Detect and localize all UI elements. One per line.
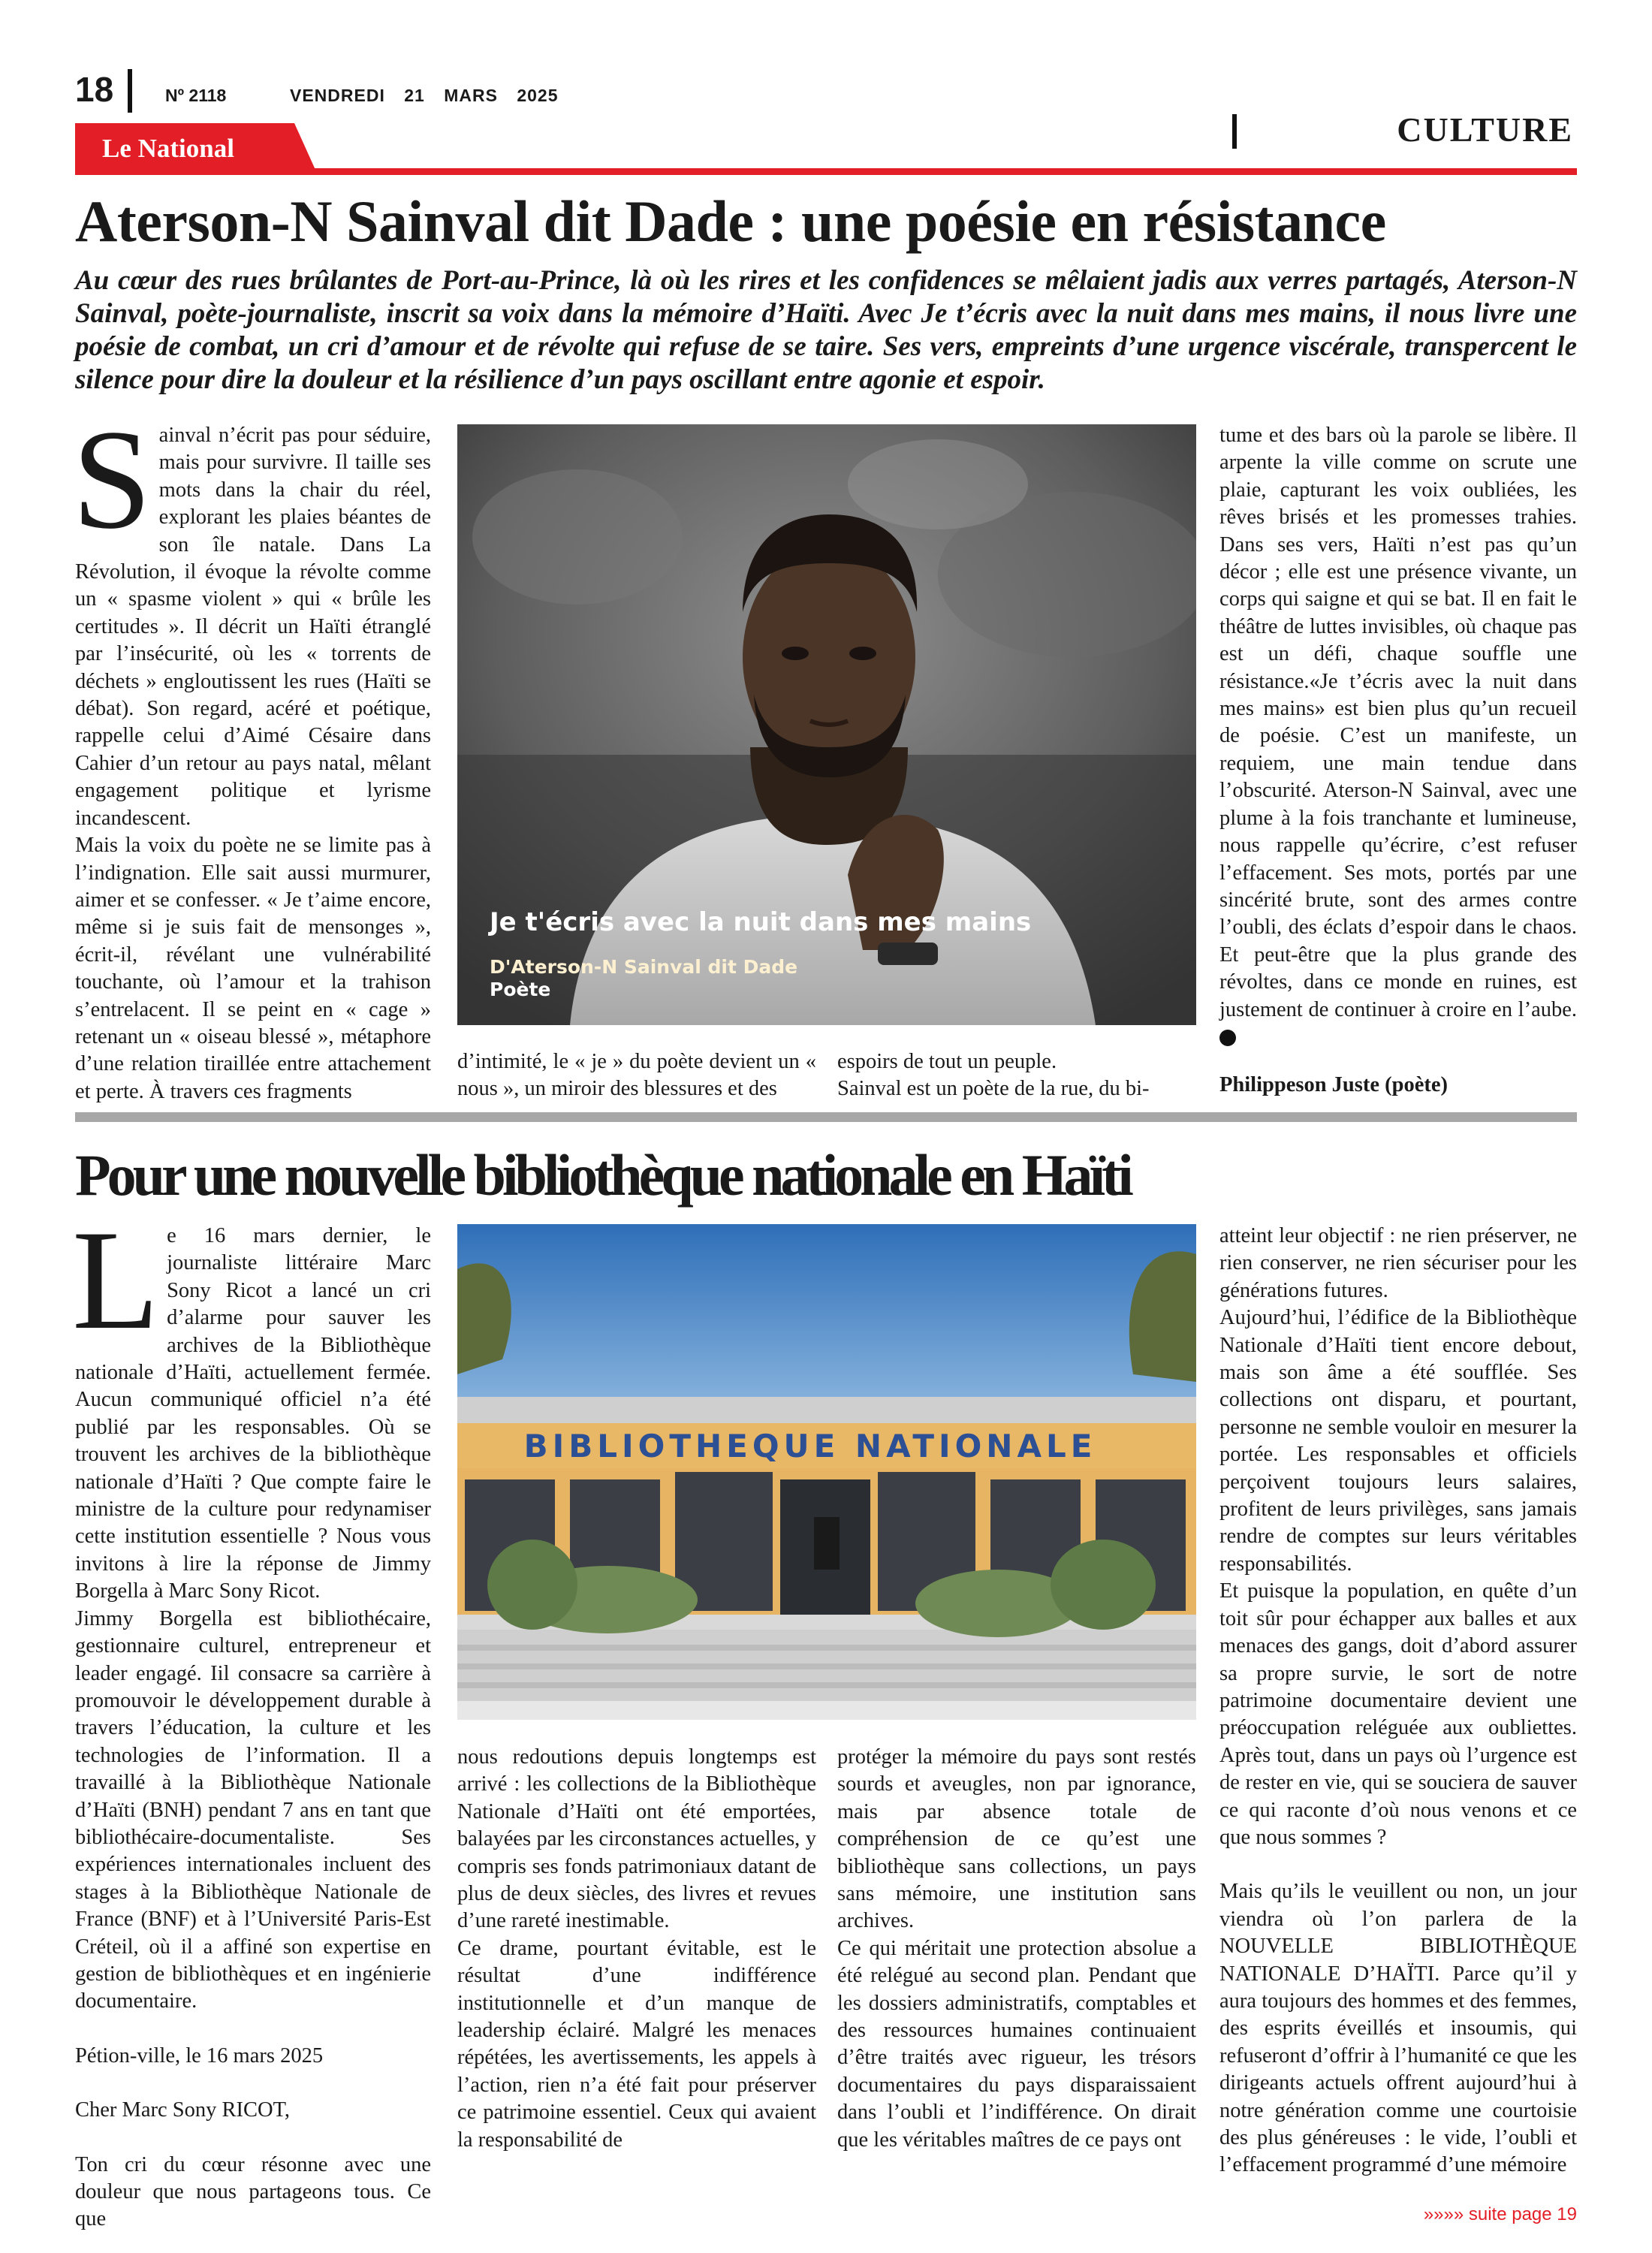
article2-paragraph: Ce qui méritait une protection absolue a été relégué au second plan. Pendant que les dossiers administratifs, comptables et des ressources humaines continuaient d’être traités avec rigueur, les trésors documentaires du pays disparaissaient dans l’oubli et l’indifférence. On dirait que les véritables maîtres de ce pays ont xyxy=(837,1936,1196,2152)
section-name: CULTURE xyxy=(1397,110,1573,149)
article2-paragraph: e 16 mars dernier, le journaliste littéraire Marc Sony Ricot a lancé un cri d’alarme pour sauver les archives de la Bibliothèque nationale d’Haïti, actuellement fermée. Aucun communiqué officiel n’a été publié par les responsables. Où se trouvent les archives de la bibliothèque nationale d’Haïti ? Que compte faire le ministre de la culture pour redynamiser cette institution essentielle ? Nous vous invitons à lire la réponse de Jimmy Borgella à Marc Sony Ricot. xyxy=(75,1224,431,1603)
article1-lede: Au cœur des rues brûlantes de Port-au-Prince, là où les rires et les confidences se mêlaient jadis aux verres partagés, Aterson-N Sainval, poète-journaliste, inscrit sa voix dans la mémoire d’Haïti. Avec Je t’écris avec la nuit dans mes mains, il nous livre une poésie de combat, un cri d’amour et de révolte qui refuse de se taire. Ses vers, empreints d’une urgence viscérale, transpercent le silence pour dire la douleur et la résilience d’un pays oscillant entre agonie et espoir. xyxy=(75,265,1577,395)
newspaper-logo: Le National xyxy=(102,134,234,163)
article-separator xyxy=(75,1112,1577,1122)
issue-number: Nº 2118 xyxy=(165,86,227,105)
article1-column-1 xyxy=(72,401,431,1105)
article2-paragraph: Ce drame, pourtant évitable, est le résultat d’une indifférence institutionnelle et d’un manque de leadership éclairé. Malgré les menaces répétées, les avertissements, les appels à l’action, rien n’a été fait pour préserver ce patrimoine essentiel. Ceux qui avaient la responsabilité de xyxy=(457,1936,816,2152)
article1-column-3 xyxy=(837,1048,1196,1103)
library-building-image xyxy=(457,1224,1196,1720)
photo-caption-title: Je t'écris avec la nuit dans mes mains xyxy=(490,907,1032,937)
article1-paragraph: ainval n’écrit pas pour séduire, mais pour survivre. Il taille ses mots dans la chair du réel, explorant les plaies béantes de son île natale. Dans La Révolution, il évoque la révolte comme un « spasme violent » qui « brûle les certitudes ». Il décrit un Haïti étranglé par l’insécurité, où les « torrents de déchets » engloutissent les rues (Haïti se débat). Son regard, acéré et poétique, rappelle celui d’Aimé Césaire dans Cahier d’un retour au pays natal, mêlant engagement politique et lyrisme incandescent. xyxy=(75,424,431,830)
article2-dropcap: L xyxy=(72,1202,160,1359)
photo-caption-credit xyxy=(490,956,797,1001)
article2-column-4 xyxy=(1219,1223,1577,2179)
article1-paragraph: Mais la voix du poète ne se limite pas à l’indignation. Elle sait aussi murmurer, aimer et se confesser. « Je t’aime encore, même si je suis fait de mensonges », écrit-il, révélant une vulnérabilité touchante, où l’amour et la trahison s’entrelacent. Il se peint en « cage » retenant un « oiseau blessé », métaphore d’une relation tiraillée entre attachement et perte. À travers ces fragments xyxy=(75,834,431,1103)
article2-paragraph: Aujourd’hui, l’édifice de la Bibliothèque Nationale d’Haïti tient encore debout, mais son âme a été soufflée. Ses collections ont disparu, et pourtant, personne ne semble vouloir en mesurer la portée. Les responsables et officiels perçoivent toujours leurs salaires, profitent de leurs privilèges, sans jamais rendre de comptes sur leurs véritables responsabilités. xyxy=(1219,1306,1577,1576)
article1-column-2 xyxy=(457,1048,816,1103)
section-divider xyxy=(1232,114,1237,149)
continued-link[interactable]: »»»» suite page 19 xyxy=(1423,2204,1577,2224)
end-mark-icon xyxy=(1219,1030,1236,1046)
article2-paragraph: Et puisque la population, en quête d’un toit sûr pour échapper aux balles et aux menaces des gangs, doit d’abord assurer sa propre survie, le sort de notre patrimoine documentaire devient une préoccupation reléguée aux oubliettes. Après tout, dans un pays où l’urgence est de rester en vie, qui se souciera de sauver ce qui raconte d’où nous venons et ce que nous sommes ? xyxy=(1219,1579,1577,1849)
article2-title: Pour une nouvelle bibliothèque nationale en Haïti xyxy=(75,1142,1130,1208)
page-number: 18 xyxy=(75,70,114,109)
masthead-rule xyxy=(75,168,1577,175)
photo-caption-author: D'Aterson-N Sainval dit Dade xyxy=(490,956,798,978)
article1-paragraph: Sainval est un poète de la rue, du bi- xyxy=(837,1077,1150,1101)
article2-paragraph: Mais qu’ils le veuillent ou non, un jour viendra où l’on parlera de la NOUVELLE BIBLIOTHÈQUE NATIONALE D’HAÏTI. Parce qu’il y aura toujours des hommes et des femmes, des esprits éveillés et insoumis, qui refuseront d’offrir à l’humanité ce que les dirigeants actuels offrent aujourd’hui à notre génération comme une courtoisie des plus généreuses : le vide, l’oubli et l’effacement programmé d’une mémoire xyxy=(1219,1880,1577,2177)
article1-paragraph: d’intimité, le « je » du poète devient un « nous », un miroir des blessures et des xyxy=(457,1050,816,1101)
article1-title: Aterson-N Sainval dit Dade : une poésie en résistance xyxy=(75,189,1386,254)
article2-paragraph: Jimmy Borgella est bibliothécaire, gestionnaire culturel, entrepreneur et leader engagé. Iil consacre sa carrière à promouvoir le développement durable à travers l’éducation, la culture et les technologies de l’information. Il a travaillé à la Bibliothèque Nationale d’Haïti (BNH) pendant 7 ans en tant que bibliothécaire-documentaliste. Ses expériences internationales incluent des stages à la Bibliothèque Nationale de France (BNF) et à l’Université Paris-Est Créteil, où il a affiné son expertise en gestion de bibliothèques et en ingénierie documentaire. xyxy=(75,1606,431,2013)
article2-column-3 xyxy=(837,1744,1196,2154)
article1-paragraph: tume et des bars où la parole se libère. Il arpente la ville comme on scrute une plaie, capturant les voix oubliées, les rêves brisés et les promesses trahies. Dans ses vers, Haïti n’est pas qu’un décor ; elle est une présence vivante, un corps qui saigne et qui se bat. Il en fait le théâtre de luttes invisibles, où chaque pas est un défi, chaque souffle une résistance.«Je t’écris avec la nuit dans mes mains» est bien plus qu’un recueil de poésie. C’est un manifeste, un requiem, une main tendue dans l’obscurité. Aterson-N Sainval, avec une plume à la fois tranchante et lumineuse, nous rappelle qu’écrire, c’est refuser l’effacement. Ses mots, portés par une sincérité brute, sont des armes contre l’oubli, des éclats d’espoir dans le chaos. Et peut-être que la plus grande des révoltes, dans ce monde en ruines, est justement de continuer à croire en l’aube. xyxy=(1219,424,1577,1021)
article2-paragraph: protéger la mémoire du pays sont restés sourds et aveugles, non par ignorance, mais par absence totale de compréhension de ce qu’est une bibliothèque sans collections, un pays sans mémoire, une institution sans archives. xyxy=(837,1745,1196,1933)
letter-place-date: Pétion-ville, le 16 mars 2025 xyxy=(75,2043,324,2068)
issue-date: VENDREDI 21 MARS 2025 xyxy=(290,86,559,105)
library-building-photo xyxy=(457,1224,1196,1720)
article1-dropcap: S xyxy=(72,401,152,559)
article1-paragraph: espoirs de tout un peuple. xyxy=(837,1050,1057,1073)
article1-column-4 xyxy=(1219,422,1577,1099)
library-sign: BIBLIOTHEQUE NATIONALE xyxy=(523,1428,1097,1464)
article2-paragraph: atteint leur objectif : ne rien préserver, ne rien conserver, ne rien sécuriser pour les générations futures. xyxy=(1219,1224,1577,1302)
photo-caption-role: Poète xyxy=(490,979,551,1000)
letter-salutation: Cher Marc Sony RICOT, xyxy=(75,2098,291,2122)
article2-paragraph: Ton cri du cœur résonne avec une douleur que nous partageons tous. Ce que xyxy=(75,2152,431,2231)
article1-signature: Philippeson Juste (poète) xyxy=(1219,1073,1449,1097)
page-number-divider xyxy=(128,69,132,113)
article2-column-1 xyxy=(72,1202,431,2233)
article2-paragraph: nous redoutions depuis longtemps est arrivé : les collections de la Bibliothèque Nationale d’Haïti ont été emportées, balayées par les circonstances actuelles, y compris ses fonds patrimoniaux datant de plus de deux siècles, des livres et revues d’une rareté inestimable. xyxy=(457,1745,816,1933)
article2-column-2 xyxy=(457,1744,816,2154)
